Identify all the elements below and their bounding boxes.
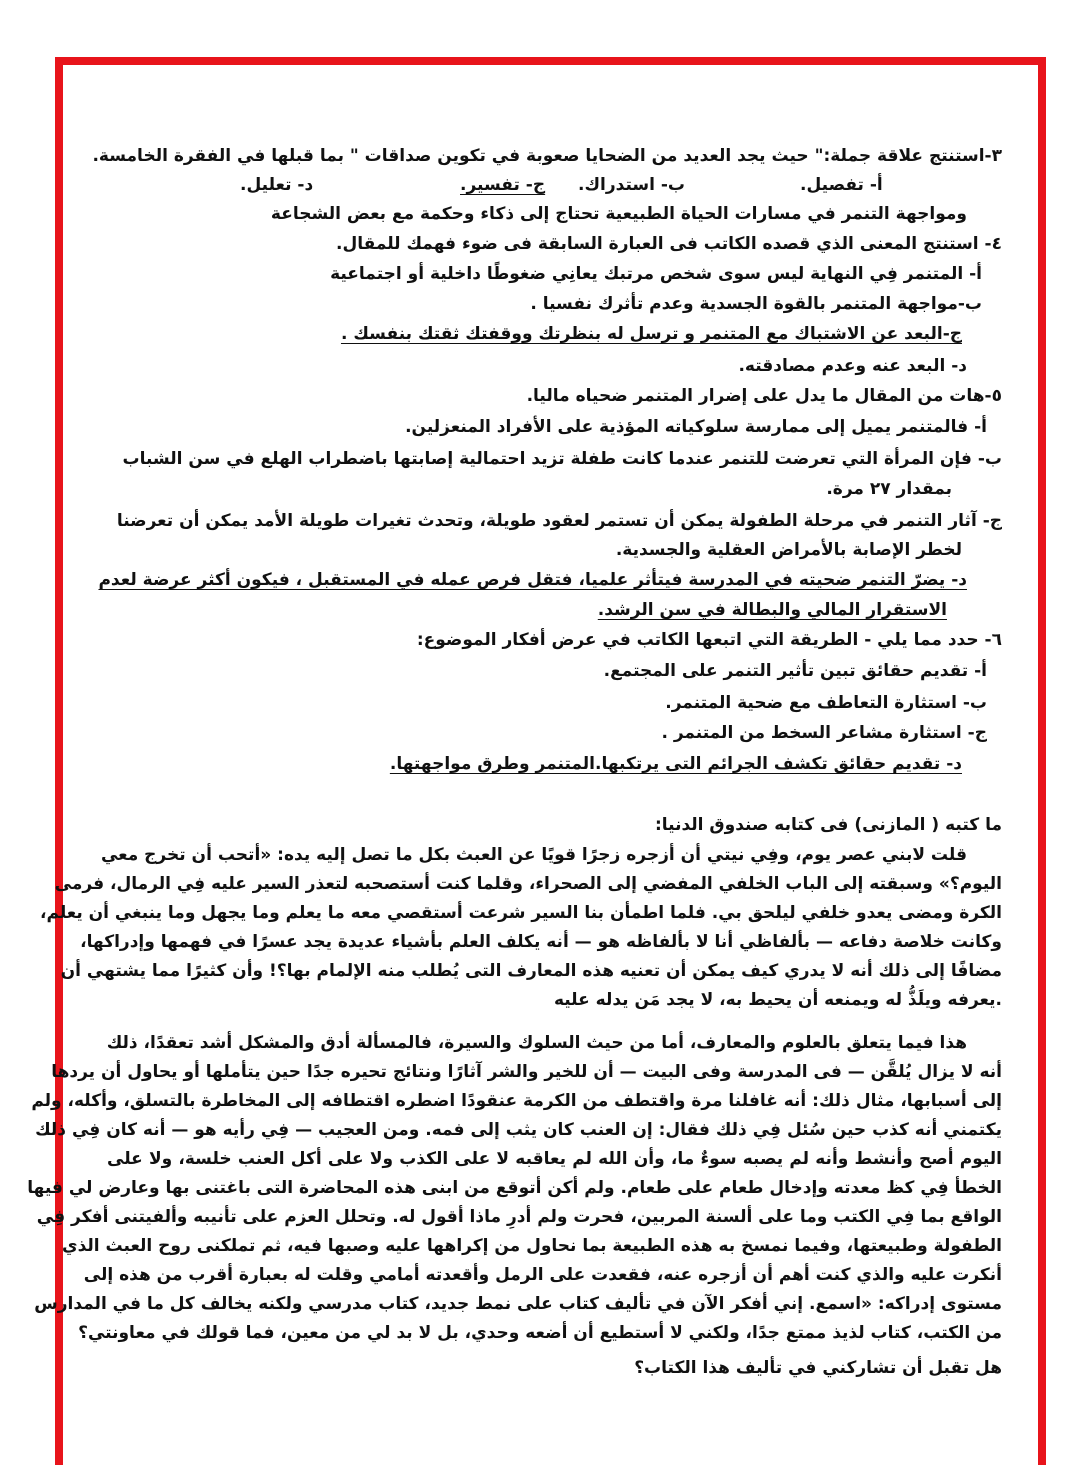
passage-line: وكانت خلاصة دفاعه — بألفاظي أنا لا بألفاظه هو — أنه يكلف العلم بأشياء عديدة يجد عسرًا في فهمها وإدراكها، [80,932,1002,952]
question-6: ٦- حدد مما يلي - الطريقة التي اتبعها الكاتب في عرض أفكار الموضوع: [416,630,1002,650]
question-4: ٤- استنتج المعنى الذي قصده الكاتب فى العبارة السابقة فى ضوء فهمك للمقال. [336,234,1002,254]
q5-option-d-answer: د- يضرّ التنمر ضحيته في المدرسة فيتأثر علميا، فتقل فرص عمله في المستقبل ، فيكون أكثر عرضة لعدم [98,570,967,590]
q6-option-c: ج- استثارة مشاعر السخط من المتنمر . [661,723,987,743]
passage-line: الطفولة وطبيعتها، وفيما نمسخ به هذه الطبيعة بما نحاول من إكراهها عليه وصبها فيه، ثم تملكنى روح العبث الذي [61,1236,1002,1256]
passage-line: أنكرت عليه والذي كنت أهم أن أزجره عنه، فقعدت على الرمل وأقعدته أمامي وقلت له بعبارة أقرب من هذه إلى [83,1265,1002,1285]
q3-option-c [460,173,545,197]
q5-option-a: أ- فالمتنمر يميل إلى ممارسة سلوكياته المؤذية على الأفراد المنعزلين. [405,417,987,437]
passage-line: اليوم؟» وسبقته إلى الباب الخلفي المفضي إلى الصحراء، وقلما كنت أستصحبه لتعذر السير عليه فِي الرمال، فرمى [54,874,1002,894]
passage-line: هل تقبل أن تشاركني في تأليف هذا الكتاب؟ [634,1358,1002,1378]
q3-option-a: أ- تفصيل. [800,175,883,195]
passage-line: الواقع بما فِي الكتب وما على ألسنة المربين، فحرت ولم أدرِ ماذا أقول له. وتحلل العزم على تأنيبه وألفيتنى أفكر فِي [36,1207,1002,1227]
passage-line: .يعرفه ويلَذُّ له ويمنعه أن يحيط به، لا يجد مَن يدله عليه [553,990,1002,1010]
quoted-statement: ومواجهة التنمر في مسارات الحياة الطبيعية تحتاج إلى ذكاء وحكمة مع بعض الشجاعة [270,204,967,224]
q3-option-b: ب- استدراك. [578,175,686,195]
q6-option-d-answer: د- تقديم حقائق تكشف الجرائم التى يرتكبها.المتنمر وطرق مواجهتها. [389,754,962,774]
q3-option-c-text: ج- تفسير. [460,175,546,195]
passage-line: الخطأ فِي كظ معدته وإدخال طعام على طعام. ولم أكن أتوقع من ابنى هذه المحاضرة التى باغتنى بها وعارض لي فيها [27,1178,1002,1198]
q5-option-b-cont: بمقدار ٢٧ مرة. [826,479,952,499]
q3-option-d: د- تعليل. [240,175,314,195]
q4-option-d: د- البعد عنه وعدم مصادقته. [738,356,967,376]
passage-line: قلت لابني عصر يوم، وفِي نيتي أن أزجره زجرًا قويًا عن العبث بكل ما تصل إليه يده: «أتحب أن تخرج معي [100,845,967,865]
passage-heading: ما كتبه ( المازنى) فى كتابه صندوق الدنيا: [654,815,1002,835]
q4-option-b: ب-مواجهة المتنمر بالقوة الجسدية وعدم تأثرك نفسيا . [530,294,982,314]
q6-option-a: أ- تقديم حقائق تبين تأثير التنمر على المجتمع. [603,661,987,681]
q5-option-b: ب- فإن المرأة التي تعرضت للتنمر عندما كانت طفلة تزيد احتمالية إصابتها باضطراب الهلع في سن الشباب [122,449,1002,469]
passage-line: أنه لا يزال يُلقَّن — فى المدرسة وفى البيت — أن للخير والشر آثارًا ونتائج تحيره جدًا حين يتأملها أو يحاول أن يردها [51,1062,1002,1082]
question-5: ٥-هات من المقال ما يدل على إضرار المتنمر ضحياه ماليا. [526,386,1002,406]
passage-line: من الكتب، كتاب لذيذ ممتع جدًا، ولكني لا أستطيع أن أضعه وحدي، بل لا بد لي من معين، فما قولك في معاونتي؟ [78,1323,1002,1343]
passage-line: الكرة ومضى يعدو خلفي ليلحق بي. فلما اطمأن بنا السير شرعت أستقصي معه ما يعلم وما يجهل وما ينبغي أن يعلم، [40,903,1002,923]
passage-line: مضافًا إلى ذلك أنه لا يدري كيف يمكن أن تعنيه هذه المعارف التى يُطلب منه الإلمام بها؟! وأن كثيرًا مما يشتهي أن [60,961,1002,981]
passage-line: يكتمني أنه كذب حين سُئل فِي ذلك فقال: إن العنب كان يثب إلى فمه. ومن العجيب — فِي رأيه هو — أنه كان فِي ذلك [35,1120,1002,1140]
q6-option-b: ب- استثارة التعاطف مع ضحية المتنمر. [665,693,987,713]
passage-line: إلى أسبابها، مثال ذلك: أنه غافلنا مرة واقتطف من الكرمة عنقودًا اضطره اقتطافه إلى المخاطرة بالتسلق، وأكله، ولم [31,1091,1002,1111]
passage-line: اليوم أصح وأنشط وأنه لم يصبه سوءٌ ما، وأن الله لم يعاقبه لا على الكذب ولا على أكل العنب خلسة، ولا على [107,1149,1002,1169]
q5-option-c-cont: لخطر الإصابة بالأمراض العقلية والجسدية. [615,540,962,560]
q5-option-c: ج- آثار التنمر في مرحلة الطفولة يمكن أن تستمر لعقود طويلة، وتحدث تغيرات طويلة الأمد يمكن أن تعرضنا [116,511,1002,531]
q5-option-d-cont: الاستقرار المالي والبطالة في سن الرشد. [597,600,947,620]
passage-line: هذا فيما يتعلق بالعلوم والمعارف، أما من حيث السلوك والسيرة، فالمسألة أدق والمشكل أشد تعقدًا، ذلك [106,1033,967,1053]
q4-option-c-answer: ج-البعد عن الاشتباك مع المتنمر و ترسل له بنظرتك ووقفتك ثقتك بنفسك . [340,324,962,344]
passage-line: مستوى إدراكه: «اسمع. إني أفكر الآن في تأليف كتاب على نمط جديد، كتاب مدرسي ولكنه يخالف كل ما في المدارس [34,1294,1002,1314]
question-3: ٣-استنتج علاقة جملة:" حيث يجد العديد من الضحايا صعوبة في تكوين صداقات " بما قبلها في الفقرة الخامسة. [92,146,1002,166]
q4-option-a: أ- المتنمر فِي النهاية ليس سوى شخص مرتبك يعانِي ضغوطًا داخلية أو اجتماعية [330,264,982,284]
